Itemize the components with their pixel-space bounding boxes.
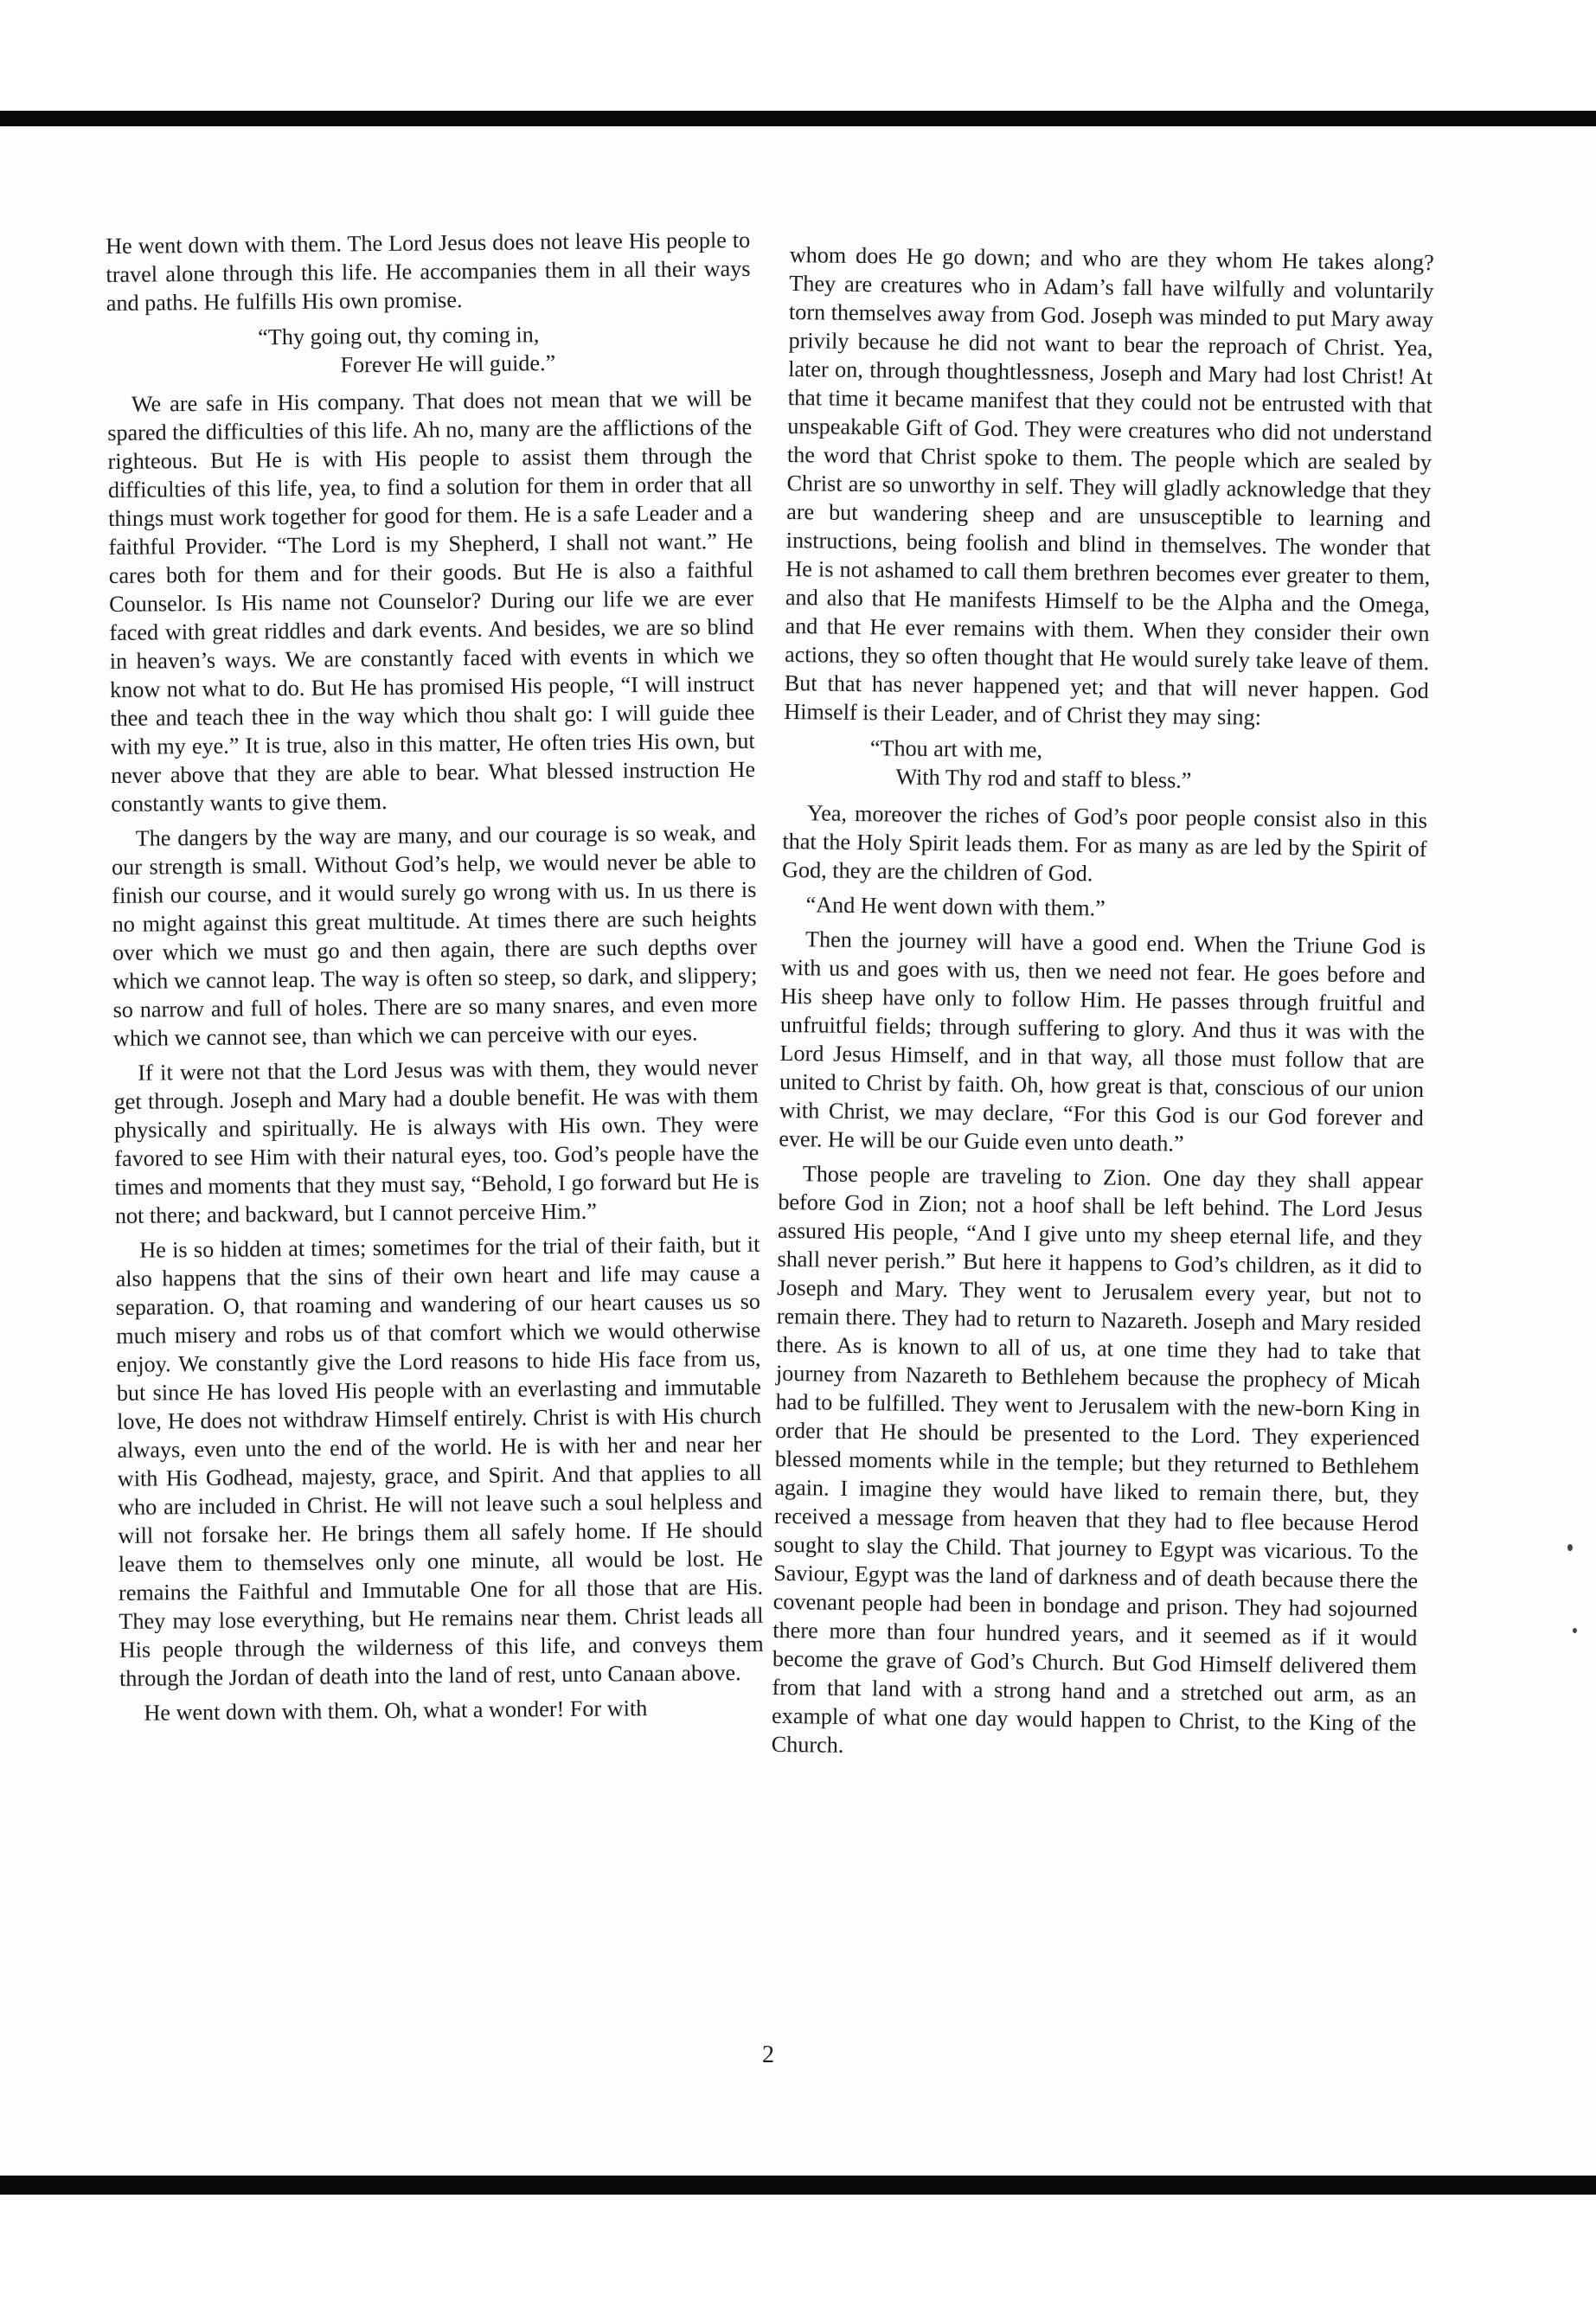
paragraph: If it were not that the Lord Jesus was with them, they would never get through. Joseph and Mary had a double benefit. He was with them physically and spiritually. He is always with His own. They were favored to see Him with their natural eyes, too. God’s people have the times and moments that they must say, “Behold, I go forward but He is not there; and backward, but I cannot perceive Him.” [113, 1054, 760, 1228]
left-column [106, 226, 765, 1734]
verse-quote [106, 318, 752, 381]
paragraph: The dangers by the way are many, and our courage is so weak, and our strength is small. Without God’s help, we would never be able to finish our course, and it would surely go wrong with us. In us there is no might against this great multitude. At times there are such heights over which we must go and then again, there are such depths over which we cannot leap. The way is often so steep, so dark, and slippery; so narrow and full of holes. There are so many snares, and even more which we cannot see, than which we can perceive with our eyes. [111, 819, 758, 1051]
scan-top-border [0, 111, 1596, 126]
verse-line: With Thy rod and staff to bless.” [895, 764, 1192, 793]
scan-speck [1573, 1628, 1577, 1633]
verse-line: “Thou art with me, [869, 735, 1043, 763]
paragraph: He went down with them. The Lord Jesus does not leave His people to travel alone through this life. He accompanies them in all their ways and paths. He fulfills His own promise. [106, 227, 751, 316]
paragraph: “And He went down with them.” [805, 892, 1106, 921]
page-number: 2 [762, 2041, 774, 2068]
paragraph: Those people are traveling to Zion. One day they shall appear before God in Zion; not a hoof shall be left behind. The Lord Jesus assured His people, “And I give unto my sheep eternal life, and they shall never perish.” But here it happens to God’s children, as it did to Joseph and Mary. They went to Jerusalem every year, but not to remain there. They had to return to Nazareth. Joseph and Mary resided there. As is known to all of us, at one time they had to take that journey from Nazareth to Bethlehem because the prophecy of Micah had to be fulfilled. They went to Jerusalem with the new-born King in order that He should be presented to the Lord. They experienced blessed moments while in the temple; but they returned to Bethlehem again. I imagine they would have liked to remain there, but, they received a message from heaven that they had to flee because Herod sought to slay the Child. That journey to Egypt was vicarious. To the Saviour, Egypt was the land of darkness and of death because there the covenant people had been in bondage and prison. They had sojourned there more than four hundred years, and it seemed as if it would become the grave of God’s Church. But God Himself delivered them from that land with a strong hand and a stretched out arm, as an example of what one day would happen to Christ, to the King of the Church. [771, 1161, 1423, 1758]
paragraph: whom does He go down; and who are they whom He takes along? They are creatures who in Adam’s fall have wilfully and voluntarily torn themselves away from God. Joseph was minded to put Mary away privily because he did not want to bear the reproach of Christ. Yea, later on, through thoughtlessness, Joseph and Mary had lost Christ! At that time it became manifest that they could not be entrusted with that unspeakable Gift of God. They were creatures who did not understand the word that Christ spoke to them. The people which are sealed by Christ are so unworthy in self. They will gladly acknowledge that they are but wandering sheep and are unsusceptible to learning and instructions, being foolish and blind in themselves. The wonder that He is not ashamed to call them brethren becomes ever greater to them, and also that He manifests Himself to be the Alpha and the Omega, and that He ever remains with them. When they consider their own actions, they so often thought that He would surely take leave of them. But that has never happened yet; and that will never happen. God Himself is their Leader, and of Christ they may sing: [784, 241, 1434, 730]
paragraph: Then the journey will have a good end. When the Triune God is with us and goes with us, then we need not fear. He goes before and His sheep have only to follow Him. He passes through fruitful and unfruitful fields; through suffering to glory. And thus it was with the Lord Jesus Himself, and in that way, all those must follow that are united to Christ by faith. Oh, how great is that, conscious of our union with Christ, we may declare, “For this God is our God forever and ever. He will be our Guide even unto death.” [779, 926, 1426, 1157]
paragraph: He went down with them. Oh, what a wonder! For with [144, 1695, 648, 1726]
verse-line: “Thy going out, thy coming in, [258, 322, 540, 350]
paragraph: Yea, moreover the riches of God’s poor people consist also in this that the Holy Spirit leads them. For as many as are led by the Spirit of God, they are the children of God. [781, 800, 1428, 887]
right-column [771, 240, 1433, 1772]
paragraph: We are safe in His company. That does not mean that we will be spared the difficulties of this life. Ah no, many are the afflictions of the righteous. But He is with His people to assist them through the difficulties of this life, yea, to find a solution for them in order that all things must work together for good for them. He is a safe Leader and a faithful Provider. “The Lord is my Shepherd, I shall not want.” He cares both for them and for their goods. But He is also a faithful Counselor. Is His name not Counselor? During our life we are ever faced with great riddles and dark events. And besides, we are so blind in heaven’s ways. We are constantly faced with events in which we know not what to do. But He has promised His people, “I will instruct thee and teach thee in the way which thou shalt go: I will guide thee with my eye.” It is true, also in this matter, He often tries His own, but never above that they are able to bear. What blessed instruction He constantly wants to give them. [107, 385, 756, 817]
scan-bottom-border [0, 2176, 1596, 2195]
scan-speck [1567, 1544, 1573, 1551]
verse-quote [783, 733, 1428, 798]
paragraph: He is so hidden at times; sometimes for the trial of their faith, but it also happens that the sins of their own heart and life may cause a separation. O, that roaming and wandering of our heart causes us so much misery and robs us of that comfort which we would otherwise enjoy. We constantly give the Lord reasons to hide His face from us, but since He has loved His people with an everlasting and immutable love, He does not withdraw Himself entirely. Christ is with His church always, even unto the end of the world. He is with her and near her with His Godhead, majesty, grace, and Spirit. And that applies to all who are included in Christ. He will not leave such a soul helpless and will not forsake her. He brings them all safely home. If He should leave them to themselves only one minute, all would be lost. He remains the Faithful and Immutable One for all those that are His. They may lose everything, but He remains near them. Christ leads all His people through the wilderness of this life, and conveys them through the Jordan of death into the land of rest, unto Canaan above. [115, 1231, 764, 1691]
verse-line: Forever He will guide.” [340, 350, 556, 378]
